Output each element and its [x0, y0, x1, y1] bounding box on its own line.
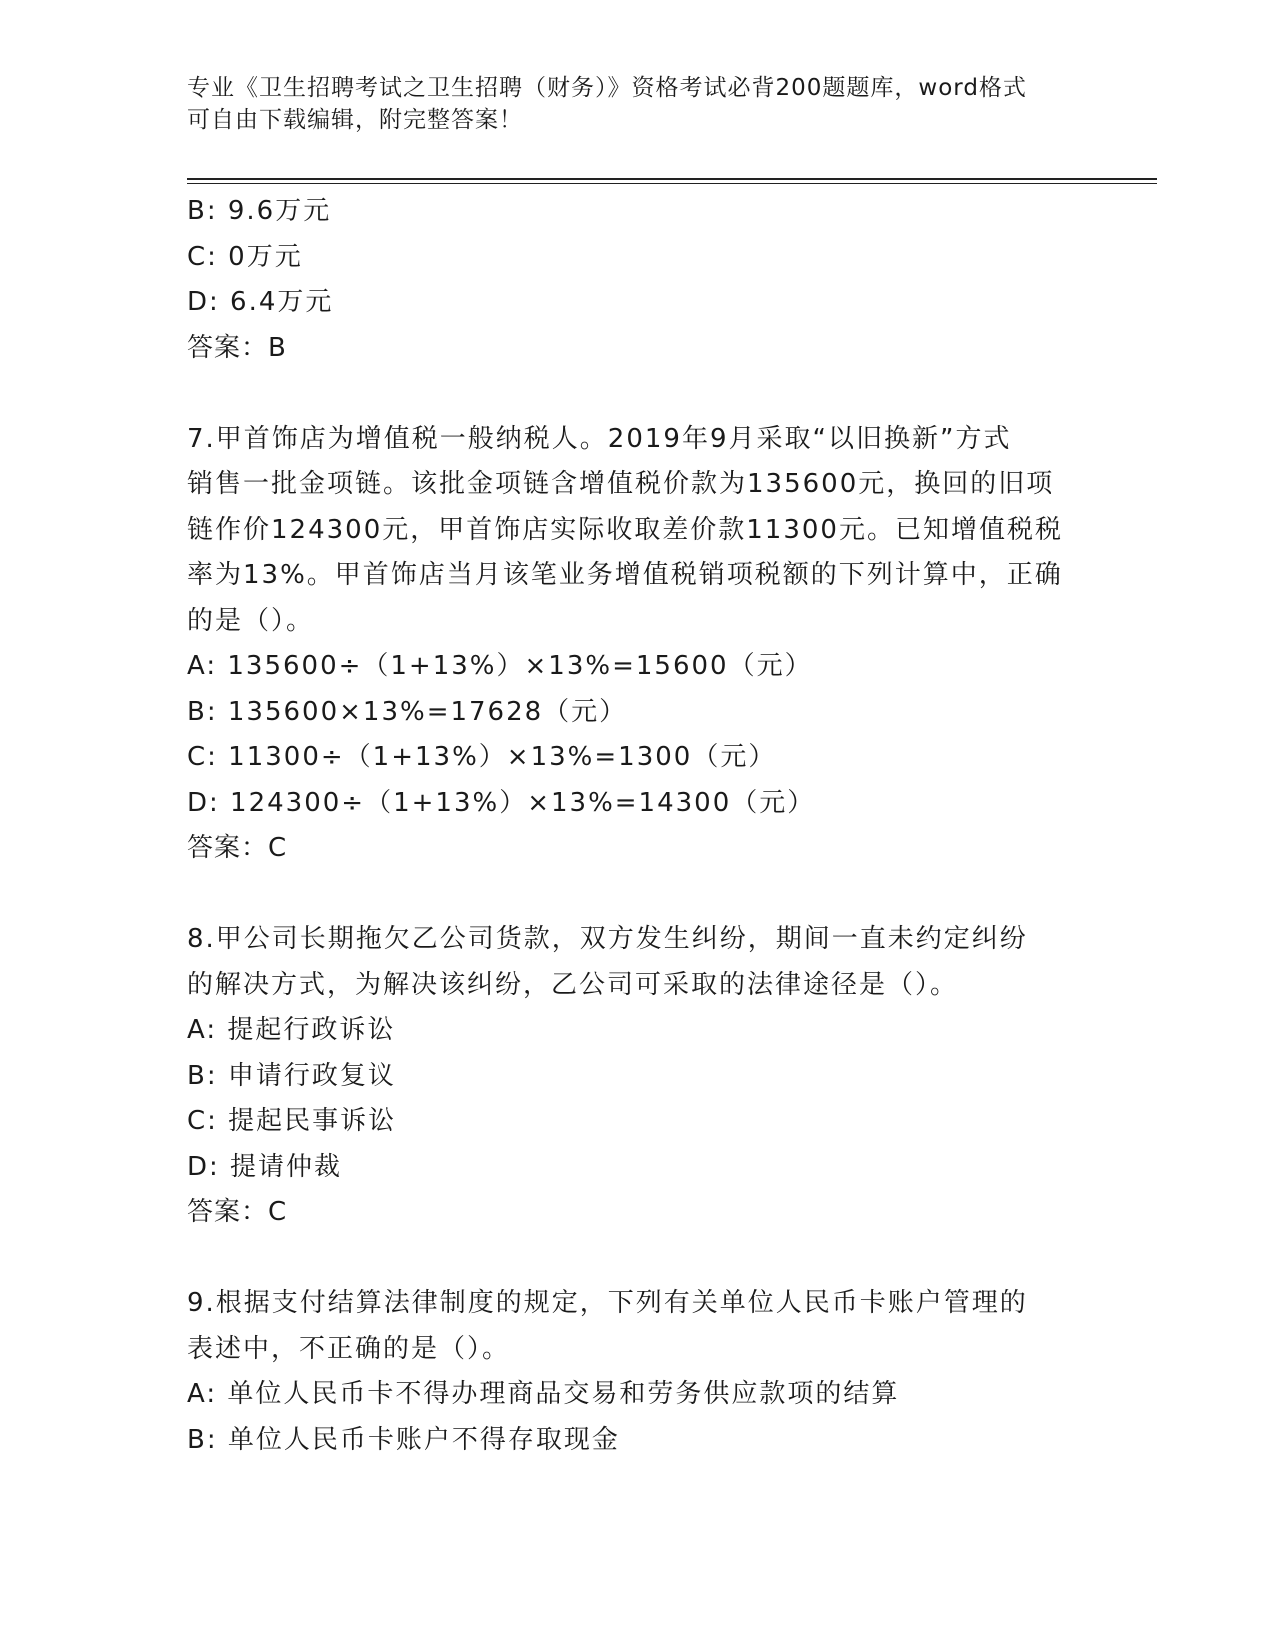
- document-header: [187, 72, 1067, 136]
- question-stem-line: 率为13%。甲首饰店当月该笔业务增值税销项税额的下列计算中，正确: [187, 560, 1063, 590]
- option-d: D: 124300÷（1+13%）×13%=14300（元）: [187, 787, 816, 818]
- spacer: [187, 1236, 1087, 1282]
- option-a: A: 135600÷（1+13%）×13%=15600（元）: [187, 651, 813, 681]
- option-c: C: 提起民事诉讼: [187, 1106, 397, 1136]
- spacer: [187, 371, 1087, 417]
- option-b: B: 9.6万元: [187, 196, 332, 226]
- header-line-2: 可自由下载编辑，附完整答案！: [187, 107, 523, 133]
- option-b: B: 135600×13%=17628（元）: [187, 696, 628, 727]
- question-stem-line: 链作价124300元，甲首饰店实际收取差价款11300元。已知增值税税: [187, 514, 1063, 545]
- option-d: D: 提请仲裁: [187, 1151, 343, 1182]
- answer-line: 答案：B: [187, 332, 287, 363]
- option-a: A: 单位人民币卡不得办理商品交易和劳务供应款项的结算: [187, 1379, 900, 1409]
- option-b: B: 单位人民币卡账户不得存取现金: [187, 1424, 620, 1455]
- question-stem-line: 8.甲公司长期拖欠乙公司货款，双方发生纠纷，期间一直未约定纠纷: [187, 924, 1028, 954]
- question-7: [187, 417, 1087, 872]
- answer-line: 答案：C: [187, 833, 288, 863]
- spacer: [187, 872, 1087, 918]
- header-rule-thick: [187, 178, 1157, 180]
- option-c: C: 0万元: [187, 241, 303, 272]
- header-line-1: 专业《卫生招聘考试之卫生招聘（财务）》资格考试必背200题题库，word格式: [187, 75, 1027, 101]
- document-body: [187, 189, 1087, 1463]
- question-8: [187, 917, 1087, 1236]
- question-stem-line: 7.甲首饰店为增值税一般纳税人。2019年9月采取“以旧换新”方式: [187, 423, 1012, 454]
- question-stem-line: 的解决方式，为解决该纠纷，乙公司可采取的法律途径是（）。: [187, 969, 959, 1000]
- answer-line: 答案：C: [187, 1197, 288, 1227]
- option-b: B: 申请行政复议: [187, 1060, 396, 1091]
- question-stem-line: 表述中，不正确的是（）。: [187, 1333, 511, 1364]
- question-stem-line: 销售一批金项链。该批金项链含增值税价款为135600元，换回的旧项: [187, 469, 1055, 499]
- option-a: A: 提起行政诉讼: [187, 1015, 396, 1045]
- option-d: D: 6.4万元: [187, 287, 334, 317]
- question-stem-line: 的是（）。: [187, 605, 315, 636]
- option-c: C: 11300÷（1+13%）×13%=1300（元）: [187, 742, 777, 772]
- question-9: [187, 1281, 1087, 1463]
- question-6-continued: [187, 189, 1087, 371]
- question-stem-line: 9.根据支付结算法律制度的规定，下列有关单位人民币卡账户管理的: [187, 1288, 1028, 1318]
- header-rule-thin: [187, 183, 1157, 184]
